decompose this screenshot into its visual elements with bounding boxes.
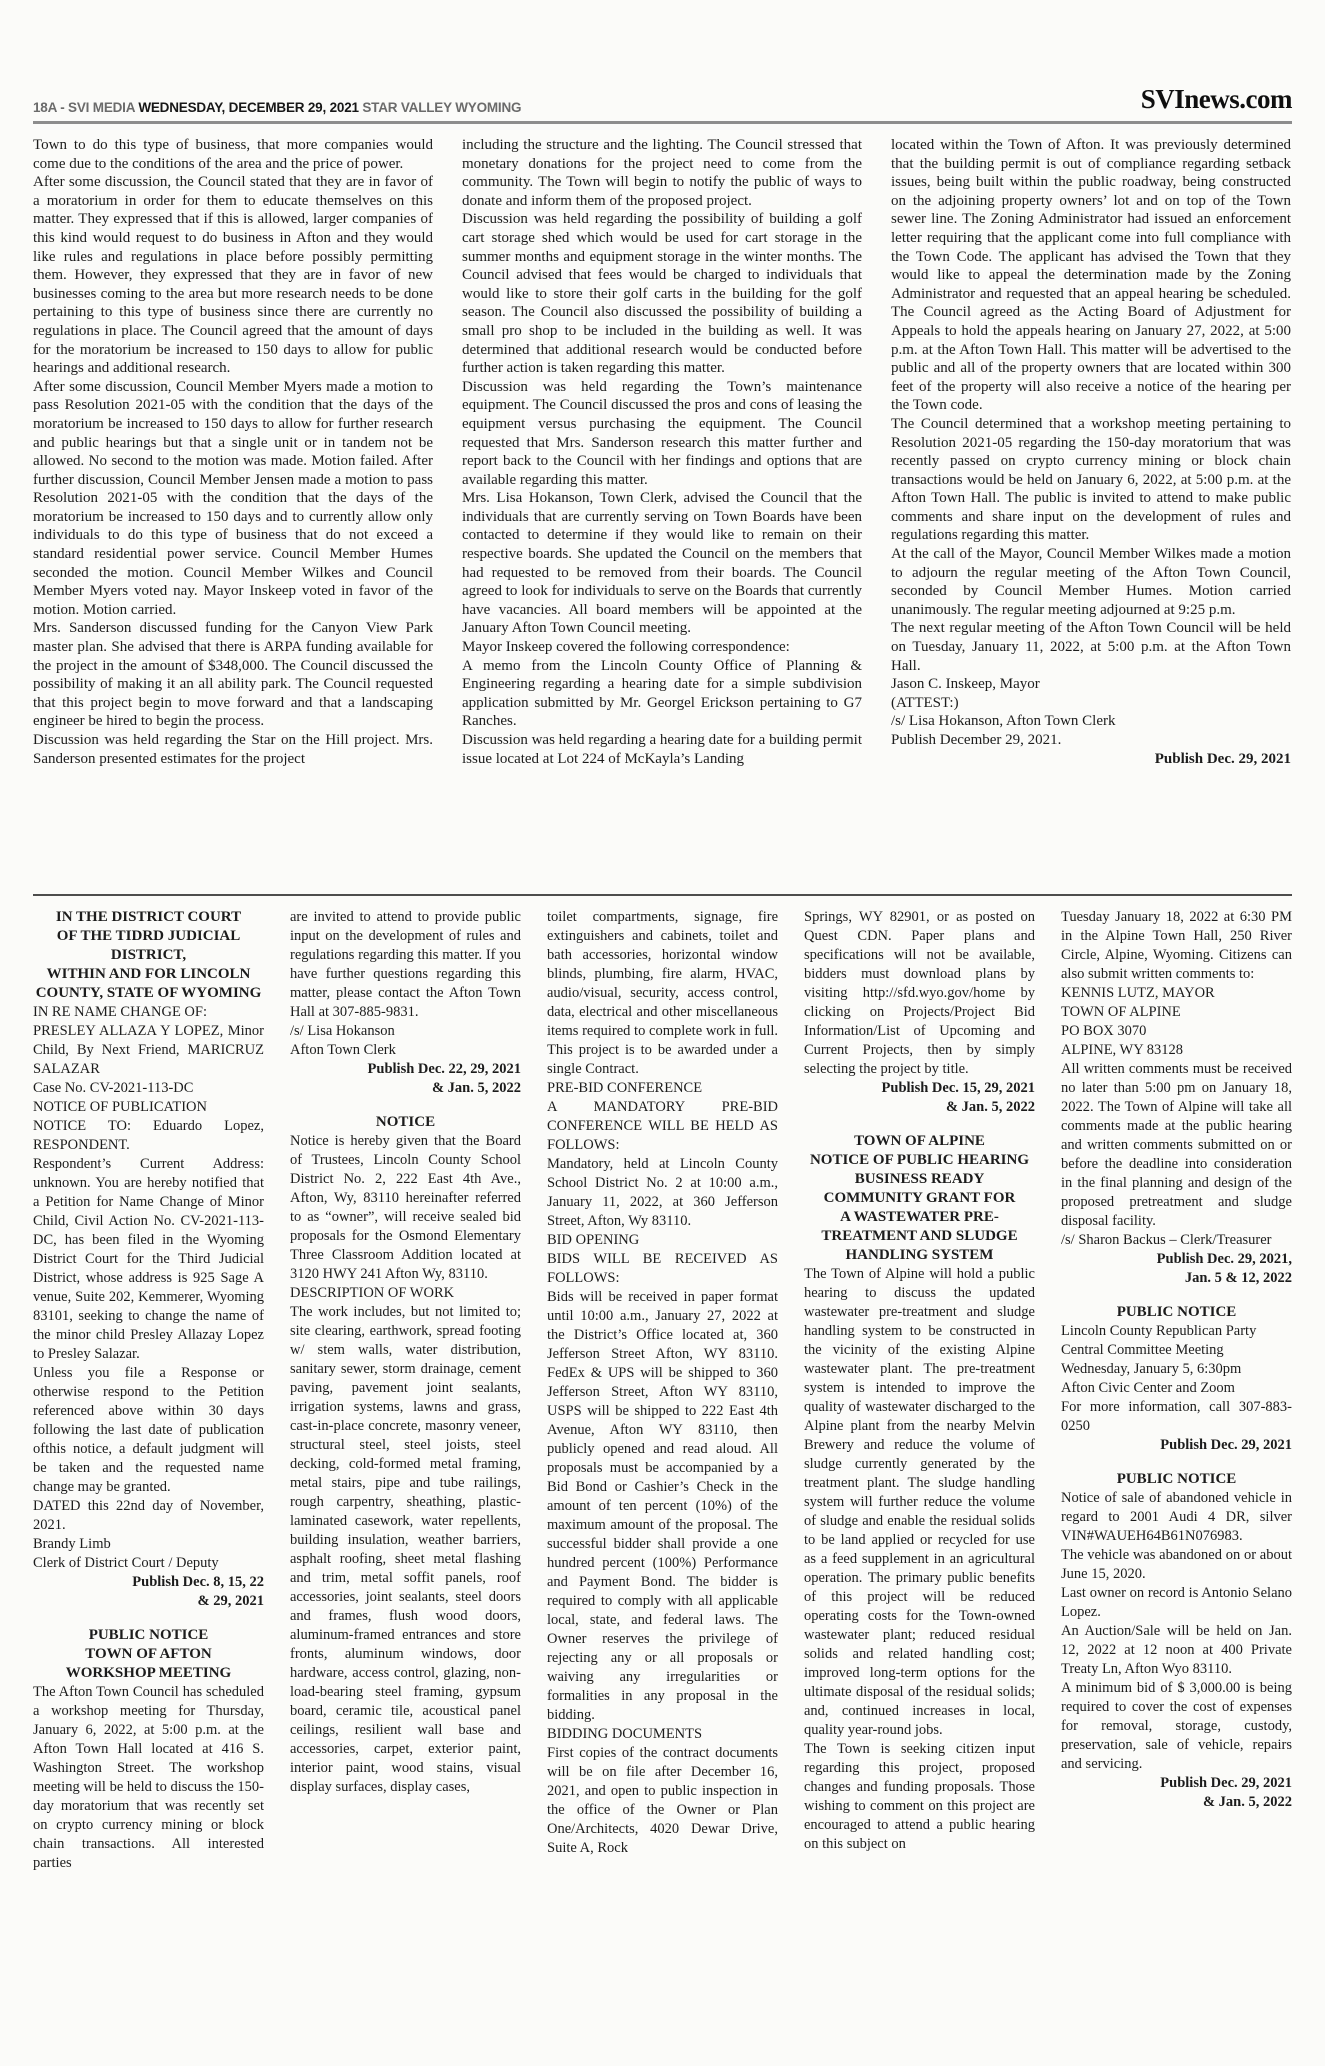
body-paragraph: First copies of the contract documents will be on file after December 16, 2021, and open to public inspection in the office of the Owner or Plan One/Architects, 4020 Dewar Drive, Suite A, Rock bbox=[547, 1745, 778, 1856]
body-paragraph: The Town of Alpine will hold a public hearing to discuss the updated wastewater pre-treatment and sludge handling system to be constructed in the vicinity of the existing Alpine wastewater plant. The pre-treatment system is intended to improve the quality of wastewater discharged to the Alpine plant from the nearby Melvin Brewery and reduce the volume of sludge currently generated by the treatment plant. The sludge handling system will further reduce the volume of sludge and enable the residual solids to be land applied or recycled for use as a feed supplement in an agricultural operation. The primary public benefits of this project will be reduced operating costs for the Town-owned wastewater plant; reduced residual solids and related handling cost; improved long-term options for the ultimate disposal of the residual solids; and, continued increases in local, quality year-round jobs. bbox=[804, 1266, 1035, 1738]
text-line: BIDDING DOCUMENTS bbox=[547, 1726, 703, 1742]
body-paragraph: Tuesday January 18, 2022 at 6:30 PM in the Alpine Town Hall, 250 River Circle, Alpine, Wyoming. Citizens can also submit written comments to: bbox=[1061, 909, 1292, 982]
top-column-3 bbox=[891, 136, 1291, 892]
text-line: /s/ Lisa Hokanson bbox=[290, 1023, 395, 1039]
spacer bbox=[804, 1117, 1035, 1132]
publish-line: Jan. 5 & 12, 2022 bbox=[1184, 1270, 1292, 1286]
body-paragraph: Mayor Inskeep covered the following correspondence: bbox=[462, 639, 790, 656]
masthead-site-logo: SVInews.com bbox=[1140, 84, 1292, 114]
body-paragraph: Notice is hereby given that the Board of Trustees, Lincoln County School District No. 2, 222 East 4th Ave., Afton, Wy, 83110 hereinafter referred to as “owner”, will receive sealed bid proposals for the Osmond Elementary Three Classroom Addition located at 3120 HWY 241 Afton Wy, 83110. bbox=[290, 1133, 521, 1282]
top-column-2 bbox=[462, 136, 862, 892]
body-paragraph: are invited to attend to provide public input on the development of rules and regulations regarding this matter. If you have further questions regarding this matter, please contact the Afton Town Hall at 307-885-9831. bbox=[290, 909, 521, 1020]
notice-heading-line: TREATMENT AND SLUDGE bbox=[821, 1228, 1018, 1244]
body-paragraph: Last owner on record is Antonio Selano Lopez. bbox=[1061, 1585, 1292, 1620]
notice-heading-line: DISTRICT, bbox=[110, 947, 187, 963]
body-paragraph: Mrs. Sanderson discussed funding for the Canyon View Park master plan. She advised that there is ARPA funding available for the project in the amount of $348,000. The Council discussed the possibility of making it an all ability park. The Council requested that this project begin to move forward and that a landscaping engineer be hired to begin the process. bbox=[33, 620, 433, 730]
text-line: DESCRIPTION OF WORK bbox=[290, 1285, 455, 1301]
notice-heading-line: WITHIN AND FOR LINCOLN bbox=[46, 966, 251, 982]
top-column-1 bbox=[33, 136, 433, 892]
body-paragraph: toilet compartments, signage, fire extinguishers and cabinets, toilet and bath accessories, horizontal window blinds, plumbing, fire alarm, HVAC, audio/visual, security, access control, data, electrical and other miscellaneous items required to complete work in full. This project is to be awarded under a single Contract. bbox=[547, 909, 778, 1077]
section-divider bbox=[33, 894, 1292, 896]
body-paragraph: At the call of the Mayor, Council Member Wilkes made a motion to adjourn the regular meeting of the Afton Town Council, seconded by Council Member Humes. Motion carried unanimously. The regular meeting adjourned at 9:25 p.m. bbox=[891, 546, 1291, 618]
publish-line: Publish Dec. 15, 29, 2021 bbox=[881, 1080, 1035, 1096]
spacer bbox=[1061, 1455, 1292, 1470]
body-paragraph: Discussion was held regarding a hearing date for a building permit issue located at Lot 224 of McKayla’s Landing bbox=[462, 732, 862, 767]
text-line: Case No. CV-2021-113-DC bbox=[33, 1080, 194, 1096]
body-paragraph: DATED this 22nd day of November, 2021. bbox=[33, 1498, 264, 1533]
body-paragraph: The Afton Town Council has scheduled a workshop meeting for Thursday, January 6, 2022, at 5:00 p.m. at the Afton Town Hall located at 416 S. Washington Street. The workshop meeting will be held to discuss the 150-day moratorium that was recently set on crypto currency mining or block chain transactions. All interested parties bbox=[33, 1684, 264, 1871]
body-paragraph: After some discussion, Council Member Myers made a motion to pass Resolution 2021-05 with the condition that the days of the moratorium be increased to 150 days to allow for further research and public hearings but that a single unit or in tandem not be allowed. No second to the motion was made. Motion failed. After further discussion, Council Member Jensen made a motion to pass Resolution 2021-05 with the condition that the days of the moratorium be increased to 150 days and to currently allow only individuals to do this type of business that do not exceed a standard residential power service. Council Member Humes seconded the motion. Council Member Wilkes and Council Member Myers voted nay. Mayor Inskeep voted in favor of the motion. Motion carried. bbox=[33, 378, 433, 618]
body-paragraph: Notice of sale of abandoned vehicle in regard to 2001 Audi 4 DR, silver VIN#WAUEH64B61N076983. bbox=[1061, 1490, 1292, 1544]
masthead-region: STAR VALLEY WYOMING bbox=[358, 100, 522, 115]
body-paragraph: The work includes, but not limited to; site clearing, earthwork, spread footing w/ stem walls, water distribution, sanitary sewer, storm drainage, cement paving, pavement joint sealants, irrigation systems, lawns and grass, cast-in-place concrete, masonry veneer, structural steel, steel joists, steel decking, cold-formed metal framing, metal stairs, pipe and tube railings, rough carpentry, sheathing, plastic-laminated casework, water repellents, building insulation, weather barriers, asphalt roofing, sheet metal flashing and trim, metal soffit panels, roof accessories, joint sealants, steel doors and frames, flush wood doors, aluminum-framed entrances and store fronts, aluminum windows, door hardware, access control, glazing, non-load-bearing steel framing, gypsum board, ceramic tile, acoustical panel ceilings, resilient wall base and accessories, carpet, exterior paint, interior paint, wood stains, visual display surfaces, display cases, bbox=[290, 1304, 521, 1795]
publish-line: & Jan. 5, 2022 bbox=[945, 1099, 1035, 1115]
body-paragraph: Discussion was held regarding the Star on the Hill project. Mrs. Sanderson presented estimates for the project bbox=[33, 732, 433, 767]
body-paragraph: Respondent’s Current Address: unknown. You are hereby notified that a Petition for Name Change of Minor Child, Civil Action No. CV-2021-113-DC, has been filed in the Wyoming District Court for the Third Judicial District, whose address is 925 Sage A venue, Suite 202, Kemmerer, Wyoming 83101, seeking to change the name of the minor child Presley Allazay Lopez to Presley Salazar. bbox=[33, 1156, 264, 1362]
publish-line: Publish Dec. 29, 2021, bbox=[1156, 1251, 1292, 1267]
spacer bbox=[290, 1098, 521, 1113]
notice-heading-line: TOWN OF AFTON bbox=[85, 1646, 212, 1662]
body-paragraph: NOTICE TO: Eduardo Lopez, RESPONDENT. bbox=[33, 1118, 264, 1153]
notice-column-3 bbox=[547, 908, 778, 2066]
notice-column-1 bbox=[33, 908, 264, 2066]
body-paragraph: The Council determined that a workshop meeting pertaining to Resolution 2021-05 regarding the 150-day moratorium that was recently passed on crypto currency mining or block chain transactions would be held on January 6, 2022, at 5:00 p.m. at the Afton Town Hall. The public is invited to attend to make public comments and share input on the development of rules and regulations regarding this matter. bbox=[891, 415, 1291, 544]
publish-line: & 29, 2021 bbox=[197, 1593, 264, 1609]
body-paragraph: Discussion was held regarding the Town’s maintenance equipment. The Council discussed the pros and cons of leasing the equipment versus purchasing the equipment. The Council requested that Mrs. Sanderson research this matter further and report back to the Council with her findings and options that are available regarding this matter. bbox=[462, 378, 862, 488]
body-paragraph: Bids will be received in paper format until 10:00 a.m., January 27, 2022 at the District’s Office located at, 360 Jefferson Street Afton, WY 83110. FedEx & UPS will be shipped to 360 Jefferson Street, Afton WY 83110, USPS will be shipped to 222 East 4th Avenue, Afton WY 83110, then publicly opened and read aloud. All proposals must be accompanied by a Bid Bond or Cashier’s Check in the amount of ten percent (10%) of the maximum amount of the proposal. The successful bidder shall provide a one hundred percent (100%) Performance and Payment Bond. The bidder is required to comply with all applicable local, state, and federal laws. The Owner reserves the privilege of rejecting any or all proposals or waiving any irregularities or formalities in any proposal in the bidding. bbox=[547, 1289, 778, 1723]
publish-line: & Jan. 5, 2022 bbox=[431, 1080, 521, 1096]
notice-heading-line: WORKSHOP MEETING bbox=[65, 1665, 232, 1681]
body-paragraph: Springs, WY 82901, or as posted on Quest CDN. Paper plans and specifications will not be available, bidders must download plans by visiting http://sfd.wyo.gov/home by clicking on Projects/Project Bid Information/List of Upcoming and Current Projects, then by simply selecting the project by title. bbox=[804, 909, 1035, 1077]
notice-heading-line: COMMUNITY GRANT FOR bbox=[823, 1190, 1016, 1206]
body-paragraph: Unless you file a Response or otherwise respond to the Petition referenced above within 30 days following the last date of publication ofthis notice, a default judgment will be taken and the requested name change may be granted. bbox=[33, 1365, 264, 1495]
notice-column-2 bbox=[290, 908, 521, 2066]
publish-line: Publish Dec. 29, 2021 bbox=[1160, 1775, 1292, 1791]
notice-heading-line: BUSINESS READY bbox=[854, 1171, 985, 1187]
notice-heading-line: IN THE DISTRICT COURT bbox=[55, 909, 242, 925]
publish-line: Publish Dec. 8, 15, 22 bbox=[132, 1574, 264, 1590]
body-paragraph: including the structure and the lighting. The Council stressed that monetary donations for the project need to come from the community. The Town will begin to notify the public of ways to donate and inform them of the proposed project. bbox=[462, 137, 862, 209]
legal-notices-section bbox=[33, 908, 1292, 2066]
body-paragraph: A memo from the Lincoln County Office of Planning & Engineering regarding a hearing date for a simple subdivision application submitted by Mr. Georgel Erickson pertaining to G7 Ranches. bbox=[462, 657, 862, 730]
text-line: PRE-BID CONFERENCE bbox=[547, 1080, 703, 1096]
text-line: Central Committee Meeting bbox=[1061, 1342, 1224, 1358]
body-paragraph: A minimum bid of $ 3,000.00 is being required to cover the cost of expenses for removal, storage, custody, preservation, sale of vehicle, repairs and servicing. bbox=[1061, 1680, 1292, 1772]
body-paragraph: For more information, call 307-883-0250 bbox=[1061, 1399, 1292, 1434]
text-line: Clerk of District Court / Deputy bbox=[33, 1555, 219, 1571]
body-paragraph: All written comments must be received no later than 5:00 pm on January 18, 2022. The Town of Alpine will take all comments made at the public hearing and written comments submitted on or before the deadline into consideration in the final planning and design of the proposed pretreatment and sludge disposal facility. bbox=[1061, 1061, 1292, 1229]
text-line: BID OPENING bbox=[547, 1232, 640, 1248]
notice-heading-line: OF THE TIDRD JUDICIAL bbox=[56, 928, 241, 944]
text-line: Publish December 29, 2021. bbox=[891, 732, 1062, 748]
text-line: Wednesday, January 5, 6:30pm bbox=[1061, 1361, 1242, 1377]
publish-line: & Jan. 5, 2022 bbox=[1202, 1794, 1292, 1810]
body-paragraph: A MANDATORY PRE-BID CONFERENCE WILL BE HELD AS FOLLOWS: bbox=[547, 1099, 778, 1153]
notice-heading-line: PUBLIC NOTICE bbox=[88, 1627, 209, 1643]
body-paragraph: An Auction/Sale will be held on Jan. 12, 2022 at 12 noon at 400 Private Treaty Ln, Afton Wyo 83110. bbox=[1061, 1623, 1292, 1677]
body-paragraph: Town to do this type of business, that more companies would come due to the conditions of the area and the price of power. bbox=[33, 137, 433, 172]
text-line: Lincoln County Republican Party bbox=[1061, 1323, 1257, 1339]
publish-line: Publish Dec. 29, 2021 bbox=[1154, 750, 1291, 767]
masthead-date: WEDNESDAY, DECEMBER 29, 2021 bbox=[138, 100, 359, 115]
text-line: KENNIS LUTZ, MAYOR bbox=[1061, 985, 1215, 1001]
text-line: TOWN OF ALPINE bbox=[1061, 1004, 1181, 1020]
body-paragraph: The Town is seeking citizen input regarding this project, proposed changes and funding proposals. Those wishing to comment on this project are encouraged to attend a public hearing on this subject on bbox=[804, 1741, 1035, 1852]
notice-heading-line: PUBLIC NOTICE bbox=[1116, 1471, 1237, 1487]
text-line: NOTICE OF PUBLICATION bbox=[33, 1099, 207, 1115]
spacer bbox=[1061, 1288, 1292, 1303]
notice-heading-line: A WASTEWATER PRE- bbox=[840, 1209, 999, 1225]
spacer bbox=[33, 1611, 264, 1626]
body-paragraph: After some discussion, the Council stated that they are in favor of a moratorium in order for them to educate themselves on this matter. They expressed that if this is allowed, larger companies of this kind would request to do business in Afton and they would like rules and regulations in place before possibly permitting them. However, they expressed that they are in favor of new businesses coming to the area but more research needs to be done pertaining to this type of business since there are currently no regulations in place. The Council agreed that the amount of days for the moratorium be increased to 150 days to allow for public hearings and additional research. bbox=[33, 174, 433, 377]
body-paragraph: The next regular meeting of the Afton Town Council will be held on Tuesday, January 11, 2022, at 5:00 p.m. at the Afton Town Hall. bbox=[891, 620, 1291, 674]
text-line: Jason C. Inskeep, Mayor bbox=[891, 676, 1040, 693]
body-paragraph: Discussion was held regarding the possibility of building a golf cart storage shed which would be used for cart storage in the summer months and equipment storage in the winter months. The Council advised that fees would be charged to individuals that would like to store their golf carts in the building for the golf season. The Council also discussed the possibility of building a small pro shop to be included in the building as well. It was determined that additional research would be conducted before further action is taken regarding this matter. bbox=[462, 211, 862, 377]
body-paragraph: BIDS WILL BE RECEIVED AS FOLLOWS: bbox=[547, 1251, 778, 1286]
notice-heading-line: NOTICE OF PUBLIC HEARING bbox=[809, 1152, 1030, 1168]
publish-line: Publish Dec. 29, 2021 bbox=[1160, 1437, 1292, 1453]
body-paragraph: Mrs. Lisa Hokanson, Town Clerk, advised the Council that the individuals that are currently serving on Town Boards have been contacted to determine if they would like to remain on their respective boards. She updated the Council on the members that had requested to be removed from their boards. The Council agreed to look for individuals to serve on the Boards that currently have vacancies. All board members will be appointed at the January Afton Town Council meeting. bbox=[462, 490, 862, 637]
notice-heading-line: TOWN OF ALPINE bbox=[854, 1133, 985, 1149]
page-label: 18A - SVI MEDIA bbox=[33, 100, 139, 115]
notice-column-5 bbox=[1061, 908, 1292, 2066]
notice-heading-line: NOTICE bbox=[375, 1114, 436, 1130]
notice-heading-line: COUNTY, STATE OF WYOMING bbox=[35, 985, 262, 1001]
body-paragraph: located within the Town of Afton. It was previously determined that the building permit is out of compliance regarding setback issues, being built within the public roadway, being constructed on the adjoining property owners’ lot and on top of the Town sewer line. The Zoning Administrator had issued an enforcement letter requiring that the applicant come into full compliance with the Town Code. The applicant has advised the Town that they would like to appeal the determination made by the Zoning Administrator and requested that an appeal hearing be scheduled. The Council agreed as the Acting Board of Adjustment for Appeals to hold the appeals hearing on January 27, 2022, at 5:00 p.m. at the Afton Town Hall. This matter will be advertised to the public and all of the property owners that are located within 300 feet of the property will also receive a notice of the hearing per the Town code. bbox=[891, 137, 1291, 414]
notice-column-4 bbox=[804, 908, 1035, 2066]
publish-line: Publish Dec. 22, 29, 2021 bbox=[367, 1061, 521, 1077]
text-line: (ATTEST:) bbox=[891, 694, 959, 711]
body-paragraph: Mandatory, held at Lincoln County School District No. 2 at 10:00 a.m., January 11, 2022, at 360 Jefferson Street, Afton, Wy 83110. bbox=[547, 1156, 778, 1229]
notice-heading-line: HANDLING SYSTEM bbox=[845, 1247, 994, 1263]
body-paragraph: The vehicle was abandoned on or about June 15, 2020. bbox=[1061, 1547, 1292, 1582]
masthead-left bbox=[33, 100, 521, 115]
body-paragraph: /s/ Sharon Backus – Clerk/Treasurer bbox=[1061, 1232, 1272, 1248]
text-line: ALPINE, WY 83128 bbox=[1061, 1042, 1184, 1058]
body-paragraph: PRESLEY ALLAZA Y LOPEZ, Minor Child, By Next Friend, MARICRUZ SALAZAR bbox=[33, 1023, 264, 1077]
text-line: /s/ Lisa Hokanson, Afton Town Clerk bbox=[891, 713, 1116, 730]
council-minutes-section bbox=[33, 136, 1292, 892]
text-line: IN RE NAME CHANGE OF: bbox=[33, 1004, 207, 1020]
text-line: Brandy Limb bbox=[33, 1536, 111, 1552]
notice-heading-line: PUBLIC NOTICE bbox=[1116, 1304, 1237, 1320]
text-line: PO BOX 3070 bbox=[1061, 1023, 1147, 1039]
text-line: Afton Civic Center and Zoom bbox=[1061, 1380, 1235, 1396]
text-line: Afton Town Clerk bbox=[290, 1042, 396, 1058]
masthead-rule bbox=[33, 121, 1292, 124]
masthead bbox=[33, 84, 1292, 121]
